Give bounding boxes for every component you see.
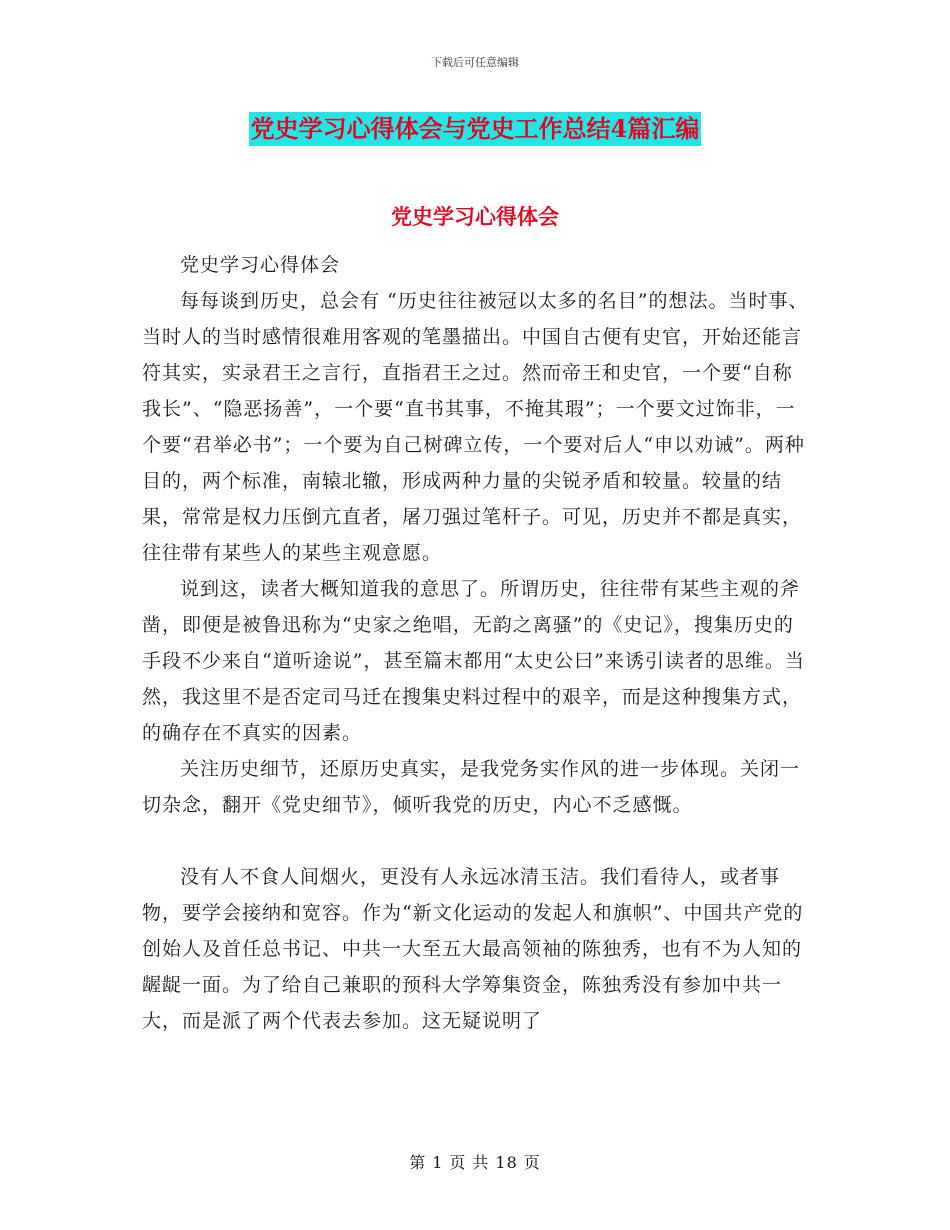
footer-prefix: 第 [409, 1153, 427, 1172]
paragraph: 说到这，读者大概知道我的意思了。所谓历史，往往带有某些主观的斧凿，即便是被鲁迅称为“史家之绝唱，无韵之离骚”的《史记》，搜集历史的手段不少来自“道听途说”，甚至篇末都用“太史公曰”来诱引读者的思维。当然，我这里不是否定司马迁在搜集史料过程中的艰辛，而是这种搜集方式，的确存在不真实的因素。 [142, 578, 805, 744]
paragraph: 每每谈到历史，总会有 “历史往往被冠以太多的名目”的想法。当时事、当时人的当时感情很难用客观的笔墨描出。中国自古便有史官，开始还能言符其实，实录君王之言行，直指君王之过。然而帝王和史官，一个要“自称我长”、“隐恶扬善”，一个要“直书其事，不掩其瑕”；一个要文过饰非，一个要“君举必书”；一个要为自己树碑立传，一个要对后人“申以劝诫”。两种目的，两个标准，南辕北辙，形成两种力量的尖锐矛盾和较量。较量的结果，常常是权力压倒亢直者，屠刀强过笔杆子。可见，历史并不都是真实，往往带有某些人的某些主观意愿。 [142, 290, 809, 564]
document-title-container [0, 112, 950, 146]
paragraph: 没有人不食人间烟火，更没有人永远冰清玉洁。我们看待人，或者事物，要学会接纳和宽容。作为“新文化运动的发起人和旗帜”、中国共产党的创始人及首任总书记、中共一大至五大最高领袖的陈独秀，也有不为人知的龌龊一面。为了给自己兼职的预科大学筹集资金，陈独秀没有参加中共一大，而是派了两个代表去参加。这无疑说明了 [142, 866, 804, 1032]
document-title: 党史学习心得体会与党史工作总结4篇汇编 [249, 112, 702, 146]
header-note: 下载后可任意编辑 [431, 56, 519, 69]
document-body [142, 247, 812, 1039]
section-title: 党史学习心得体会 [391, 204, 559, 229]
paragraph: 关注历史细节，还原历史真实，是我党务实作风的进一步体现。关闭一切杂念，翻开《党史细节》，倾听我党的历史，内心不乏感慨。 [142, 758, 801, 816]
footer-total-label: 共 [472, 1153, 490, 1172]
paragraph: 党史学习心得体会 [180, 254, 341, 276]
current-page-number: 1 [432, 1153, 444, 1172]
page-footer [0, 1150, 950, 1173]
footer-page-label: 页 [449, 1153, 467, 1172]
footer-suffix: 页 [523, 1153, 541, 1172]
total-pages-number: 18 [495, 1153, 518, 1172]
